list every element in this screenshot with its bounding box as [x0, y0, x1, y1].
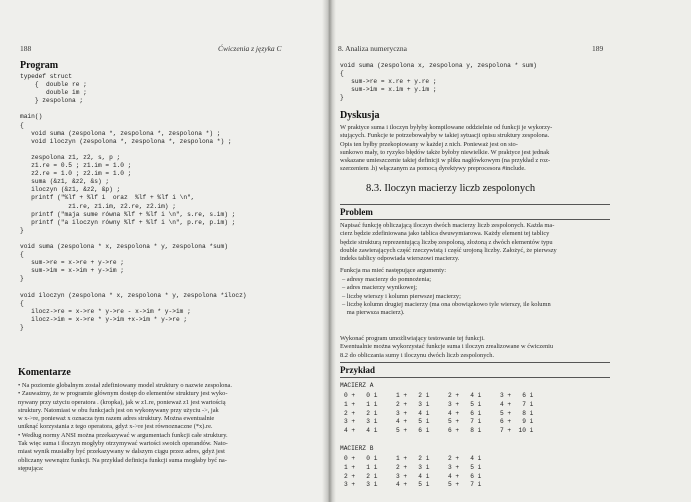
dyskusja-line: W praktyce suma i iloczyn byłyby kompilowane oddzielnie od funkcji je wykorzy-: [340, 124, 553, 131]
code-line: void suma (zespolona x, zespolona y, zespolona * sum): [340, 62, 537, 69]
left-running-head: Ćwiczenia z języka C: [218, 44, 282, 53]
after-args-line: Wykonać program umożliwiający testowanie tej funkcji.: [340, 335, 485, 342]
problem-line: będzie strukturą reprezentującą liczbę zespoloną, złożoną z dwóch elementów typu: [340, 238, 553, 246]
code-line: suma (&z1, &z2, &s) ;: [20, 178, 110, 186]
comment-line: uniknąć korzystania z tego operatora, gdyż x->re jest równoznaczne (*x).re.: [18, 423, 213, 431]
arg-item: ma pierwsza macierz).: [342, 309, 405, 317]
code-line: [20, 235, 247, 243]
code-line: }: [20, 323, 24, 331]
left-page: [0, 0, 330, 502]
komentarze-heading: Komentarze: [18, 367, 71, 378]
comment-line: struktury. Natomiast w obu funkcjach jest on wykonywany przy użyciu ->, jak: [18, 406, 219, 414]
code-line: double im ;: [20, 89, 87, 97]
matrix-a-row: 3 + 3 i 4 + 5 i 5 + 7 i 6 + 9 i: [344, 418, 534, 426]
problem-line: Napisać funkcję obliczającą iloczyn dwóch macierzy liczb zespolonych. Każda ma-: [340, 222, 555, 229]
code-line: sum->re = x->re + y->re ;: [20, 259, 124, 267]
code-line: }: [340, 94, 344, 102]
code-line: z1.re = 0.5 ; z1.im = 1.0 ;: [20, 162, 132, 170]
code-line: {: [340, 70, 344, 78]
code-line: main(): [20, 113, 43, 121]
problem-line: double zawierających część rzeczywistą i część urojoną liczby. Założyć, że pierwszy: [340, 246, 557, 254]
matrix-a-row: 0 + 0 i 1 + 2 i 2 + 4 i 3 + 6 i: [344, 392, 534, 399]
code-line: z1.re, z1.im, z2.re, z2.im) ;: [20, 202, 176, 210]
matrix-b-row: 2 + 2 i 3 + 4 i 4 + 6 i: [344, 472, 482, 480]
problem-line: indeks tablicy odpowiada wierszowi macierzy.: [340, 255, 460, 263]
code-line: void iloczyn (zespolona *, zespolona *, zespolona *) ;: [20, 137, 232, 145]
code-line: {: [20, 251, 24, 259]
right-page: [330, 0, 691, 502]
comment-line: • Według normy ANSI można przekazywać w argumentach funkcji całe struktury.: [18, 431, 228, 439]
after-args-line: Ewentualnie można wykorzystać funkcje suma i iloczyn zrealizowane w ćwiczeniu: [340, 343, 554, 351]
matrix-a-row: 1 + 1 i 2 + 3 i 3 + 5 i 4 + 7 i: [344, 400, 534, 408]
dyskusja-line: sunkowo mały, to ryzyko błędów także byłoby niewielkie. W praktyce jest jednak: [340, 148, 550, 156]
left-comments: [18, 382, 318, 473]
arg-item: – adresy macierzy do pomnożenia;: [342, 276, 432, 283]
matrix-b-row: 1 + 1 i 2 + 3 i 3 + 5 i: [344, 463, 482, 471]
code-line: zespolona z1, z2, s, p ;: [20, 153, 121, 161]
code-line: sum->im = x.im + y.im ;: [340, 86, 437, 94]
comment-line: w x->re, ponieważ x oznacza tym razem adres struktury. Można ewentualnie: [18, 415, 215, 423]
arg-item: – liczbę kolumn drugiej macierzy (ma ona obowiązkowo tyle wierszy, ile kolumn: [342, 300, 551, 308]
book-gutter: [322, 0, 336, 502]
code-line: printf ("maja sume równa %lf + %lf i \n", s.re, s.im) ;: [20, 210, 236, 218]
dyskusja-line: stujących. Funkcje te potrzebowałyby w takiej sytuacji opisu struktury zespolona.: [340, 132, 550, 140]
comment-line: stępująca:: [18, 464, 44, 472]
code-line: {: [20, 121, 24, 129]
right-page-number: 189: [592, 44, 604, 53]
arg-item: – liczbę wierszy i kolumn pierwszej macierzy;: [342, 292, 461, 300]
code-line: [20, 283, 247, 291]
problem-line: cierz będzie zdefiniowana jako tablica dwuwymiarowa. Każdy element tej tablicy: [340, 230, 550, 238]
dyskusja-line: szerzeniem .h) włączanym za pomocą dyrektywy preprocesora #include.: [340, 165, 526, 173]
code-line: z2.re = 1.0 ; z2.im = 1.0 ;: [20, 170, 132, 178]
code-line: }: [20, 226, 24, 234]
code-line: ilocz->re = x->re * y->re - x->im * y->im ;: [20, 307, 191, 315]
code-line: { double re ;: [20, 81, 87, 89]
przyklad-rule-top: [340, 362, 610, 363]
left-page-number: 188: [20, 44, 32, 53]
after-args-text: [340, 335, 608, 360]
code-line: void suma (zespolona *, zespolona *, zespolona *) ;: [20, 129, 221, 137]
code-line: {: [20, 299, 24, 307]
code-line: [20, 146, 247, 154]
comment-line: Tak więc suma i iloczyn mogłyby otrzymywać wartości swoich operandów. Nato-: [18, 440, 228, 448]
code-line: }: [20, 275, 24, 283]
problem-text: [340, 222, 608, 263]
right-running-head: 8. Analiza numeryczna: [338, 44, 407, 53]
problem-rule-top: [340, 204, 610, 205]
left-code-listing: [20, 73, 247, 332]
przyklad-heading: Przykład: [340, 365, 375, 375]
matrix-a-row: 4 + 4 i 5 + 6 i 6 + 8 i 7 + 10 i: [344, 427, 534, 435]
section-title: 8.3. Iloczyn macierzy liczb zespolonych: [366, 183, 536, 194]
comment-line: miast wynik musiałby być przekazywany w dalszym ciągu przez adres, gdyż jest: [18, 448, 225, 456]
problem-rule-bottom: [340, 219, 610, 220]
comment-line: nywany przy użyciu operatora . (kropka), jak w z1.re, ponieważ z1 jest wartością: [18, 398, 226, 406]
code-line: sum->re = x.re + y.re ;: [340, 78, 437, 86]
code-line: ilocz->im = x->re * y->im +x->im * y->re ;: [20, 315, 188, 323]
code-line: [20, 105, 247, 113]
code-line: typedef struct: [20, 73, 72, 80]
args-intro: Funkcja ma mieć następujące argumenty:: [340, 267, 447, 274]
macierz-b-label: MACIERZ B: [340, 445, 374, 452]
comment-line: • Na poziomie globalnym został zdefiniowany model struktury o nazwie zespolona.: [18, 382, 232, 389]
arg-item: – adres macierzy wynikowej;: [342, 284, 418, 292]
comment-line: • Zauważmy, że w programie głównym dostęp do elementów struktury jest wyko-: [18, 390, 228, 398]
args-list: [342, 276, 610, 317]
macierz-b: [344, 455, 481, 490]
dyskusja-heading: Dyskusja: [340, 110, 380, 121]
right-code-listing: [340, 62, 537, 102]
code-line: void suma (zespolona * x, zespolona * y, zespolona *sum): [20, 242, 228, 250]
code-line: sum->im = x->im + y->im ;: [20, 267, 124, 275]
dyskusja-line: Opis ten byłby przekopiowany w każdej z nich. Ponieważ jest on sto-: [340, 140, 518, 148]
code-line: iloczyn (&z1, &z2, &p) ;: [20, 186, 121, 194]
matrix-a-row: 2 + 2 i 3 + 4 i 4 + 6 i 5 + 8 i: [344, 409, 534, 417]
code-line: } zespolona ;: [20, 97, 84, 105]
code-line: printf ("%lf + %lf i oraz %lf + %lf i \n",: [20, 194, 195, 202]
program-heading: Program: [20, 60, 59, 71]
dyskusja-text: [340, 124, 605, 174]
przyklad-rule-bottom: [340, 377, 610, 378]
code-line: printf ("a iloczyn równy %lf + %lf i \n", p.re, p.im) ;: [20, 218, 236, 226]
matrix-b-row: 0 + 0 i 1 + 2 i 2 + 4 i: [344, 455, 482, 462]
dyskusja-line: wskazane umieszczenie takiej definicji w pliku nagłówkowym (na przykład z roz-: [340, 157, 551, 165]
macierz-a: [344, 392, 533, 436]
code-line: void iloczyn (zespolona * x, zespolona * y, zespolona *ilocz): [20, 291, 247, 299]
macierz-a-label: MACIERZ A: [340, 382, 374, 389]
comment-line: obliczany wewnątrz funkcji. Na przykład definicja funkcji suma mogłaby być na-: [18, 456, 227, 464]
matrix-b-row: 3 + 3 i 4 + 5 i 5 + 7 i: [344, 481, 482, 489]
problem-heading: Problem: [340, 207, 373, 217]
after-args-line: 8.2 do obliczania sumy i iloczynu dwóch liczb zespolonych.: [340, 351, 495, 359]
